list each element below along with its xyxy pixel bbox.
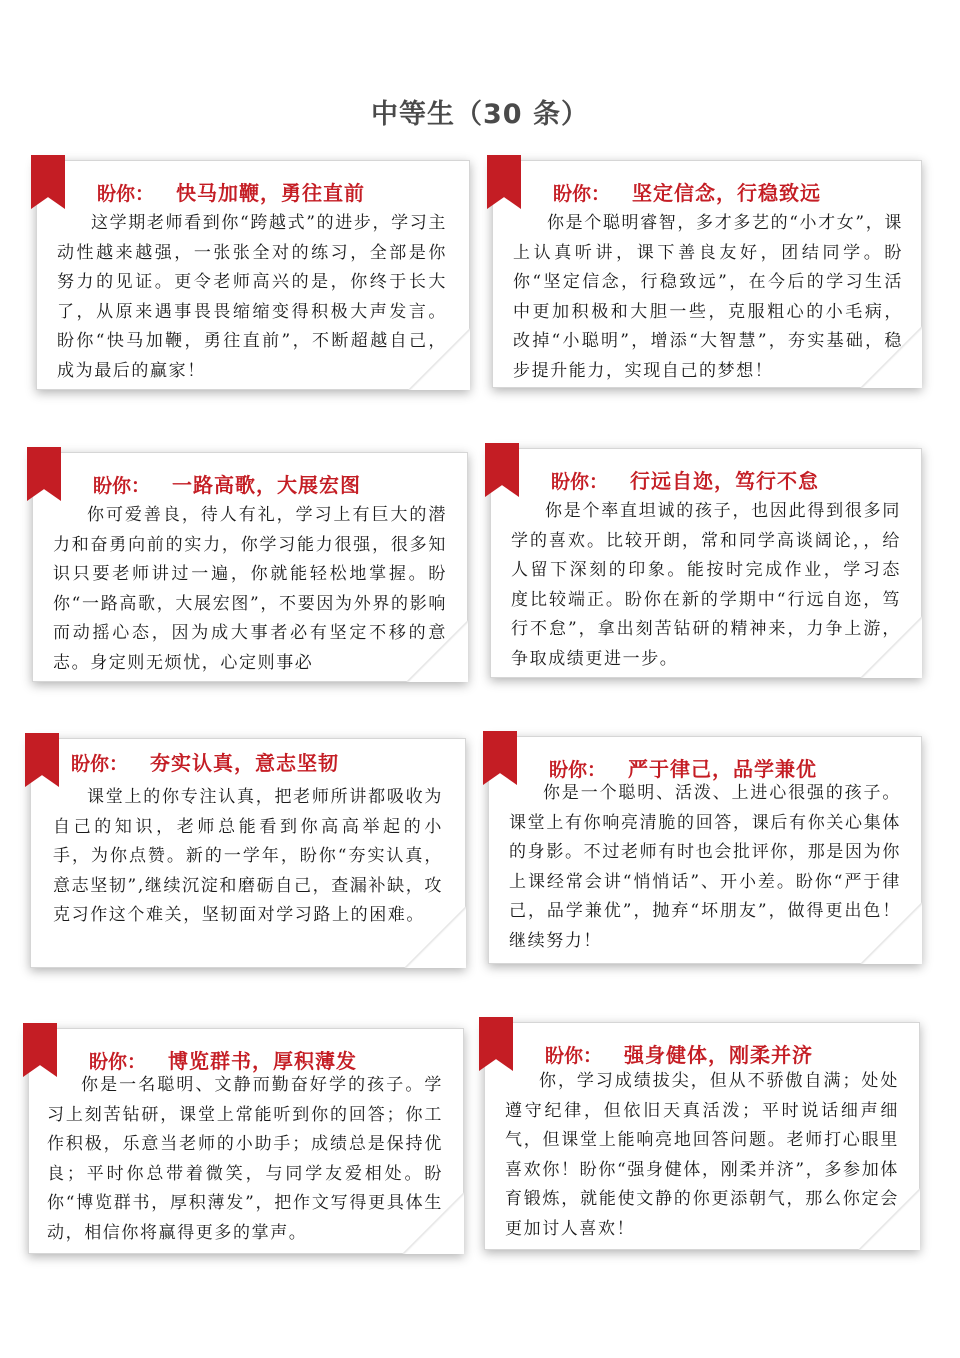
comment-card-1	[36, 160, 470, 390]
card-heading	[549, 753, 817, 782]
comment-text: 你是个率直坦诚的孩子，也因此得到很多同学的喜欢。比较开朗，常和同学高谈阔论，，给人留下深刻的印象。能按时完成作业，学习态度比较端正。盼你在新的学期中“行远自迩，笃行不怠”，拿出刻苦钻研的精神来，力争上游，争取成绩更进一步。	[511, 501, 901, 669]
wish-title: 博览群书，厚积薄发	[168, 1049, 358, 1073]
page-title: 中等生（30 条）	[371, 99, 589, 130]
comment-card-2	[492, 160, 922, 388]
wish-label: 盼你：	[71, 753, 129, 775]
wish-title: 行远自迩，笃行不怠	[630, 469, 820, 493]
wish-label: 盼你：	[545, 1045, 603, 1067]
comment-text: 你，学习成绩拔尖，但从不骄傲自满；处处遵守纪律，但依旧天真活泼；平时说话细声细气，但课堂上能响亮地回答问题。老师打心眼里喜欢你！盼你“强身健体，刚柔并济”，多参加体育锻炼，就能使文静的你更添朝气，那么你定会更加讨人喜欢！	[505, 1071, 899, 1239]
red-ribbon-bookmark	[487, 155, 521, 209]
comment-text: 你是一个聪明、活泼、上进心很强的孩子。课堂上有你响亮清脆的回答，课后有你关心集体的身影。不过老师有时也会批评你，那是因为你上课经常会讲“悄悄话”、开小差。盼你“严于律己，品学兼优”，抛弃“坏朋友”，做得更出色！继续努力！	[509, 783, 901, 951]
comment-card-6	[488, 736, 922, 964]
comment-text: 你是一名聪明、文静而勤奋好学的孩子。学习上刻苦钻研，课堂上常能听到你的回答；你工作积极，乐意当老师的小助手；成绩总是保持优良；平时你总带着微笑，与同学友爱相处。盼你“博览群书，厚积薄发”，把作文写得更具体生动，相信你将赢得更多的掌声。	[47, 1075, 443, 1243]
red-ribbon-bookmark	[31, 155, 65, 209]
comment-text: 这学期老师看到你“跨越式”的进步，学习主动性越来越强，一张张全对的练习，全部是你努力的见证。更令老师高兴的是，你终于长大了，从原来遇事畏畏缩缩变得积极大声发言。盼你“快马加鞭，勇往直前”，不断超越自己，成为最后的赢家！	[57, 213, 447, 381]
comment-card-4	[490, 448, 922, 678]
wish-label: 盼你：	[93, 475, 151, 497]
card-heading	[545, 1039, 813, 1068]
card-heading	[71, 747, 339, 776]
wish-label: 盼你：	[89, 1051, 147, 1073]
comment-card-7	[28, 1028, 464, 1254]
wish-title: 严于律己，品学兼优	[628, 757, 818, 781]
wish-label: 盼你：	[551, 471, 609, 493]
comment-card-3	[32, 452, 468, 682]
wish-title: 坚定信念，行稳致远	[632, 181, 822, 205]
card-heading	[551, 465, 819, 494]
wish-label: 盼你：	[549, 759, 607, 781]
card-heading	[93, 469, 361, 498]
comment-card-5	[30, 738, 466, 968]
wish-title: 强身健体，刚柔并济	[624, 1043, 814, 1067]
card-heading	[89, 1045, 357, 1074]
red-ribbon-bookmark	[25, 733, 59, 787]
comment-text: 你可爱善良，待人有礼，学习上有巨大的潜力和奋勇向前的实力，你学习能力很强，很多知识只要老师讲过一遍，你就能轻松地掌握。盼你“一路高歌，大展宏图”，不要因为外界的影响而动摇心态，因为成大事者必有坚定不移的意志。身定则无烦忧，心定则事必	[53, 505, 447, 673]
red-ribbon-bookmark	[27, 447, 61, 501]
comment-text: 课堂上的你专注认真，把老师所讲都吸收为自己的知识，老师总能看到你高高举起的小手，为你点赞。新的一学年，盼你“夯实认真，意志坚韧”,继续沉淀和磨砺自己，查漏补缺，攻克习作这个难关，坚韧面对学习路上的困难。	[53, 787, 443, 925]
card-heading	[553, 177, 821, 206]
red-ribbon-bookmark	[479, 1017, 513, 1071]
wish-label: 盼你：	[97, 183, 155, 205]
wish-title: 夯实认真，意志坚韧	[150, 751, 340, 775]
wish-title: 快马加鞭，勇往直前	[176, 181, 366, 205]
red-ribbon-bookmark	[485, 443, 519, 497]
comment-card-8	[484, 1022, 920, 1250]
wish-label: 盼你：	[553, 183, 611, 205]
wish-title: 一路高歌，大展宏图	[172, 473, 362, 497]
card-heading	[97, 177, 365, 206]
red-ribbon-bookmark	[23, 1023, 57, 1077]
red-ribbon-bookmark	[483, 731, 517, 785]
comment-text: 你是个聪明睿智，多才多艺的“小才女”，课上认真听讲，课下善良友好，团结同学。盼你“坚定信念，行稳致远”，在今后的学习生活中更加积极和大胆一些，克服粗心的小毛病，改掉“小聪明”，增添“大智慧”，夯实基础，稳步提升能力，实现自己的梦想！	[513, 213, 903, 381]
